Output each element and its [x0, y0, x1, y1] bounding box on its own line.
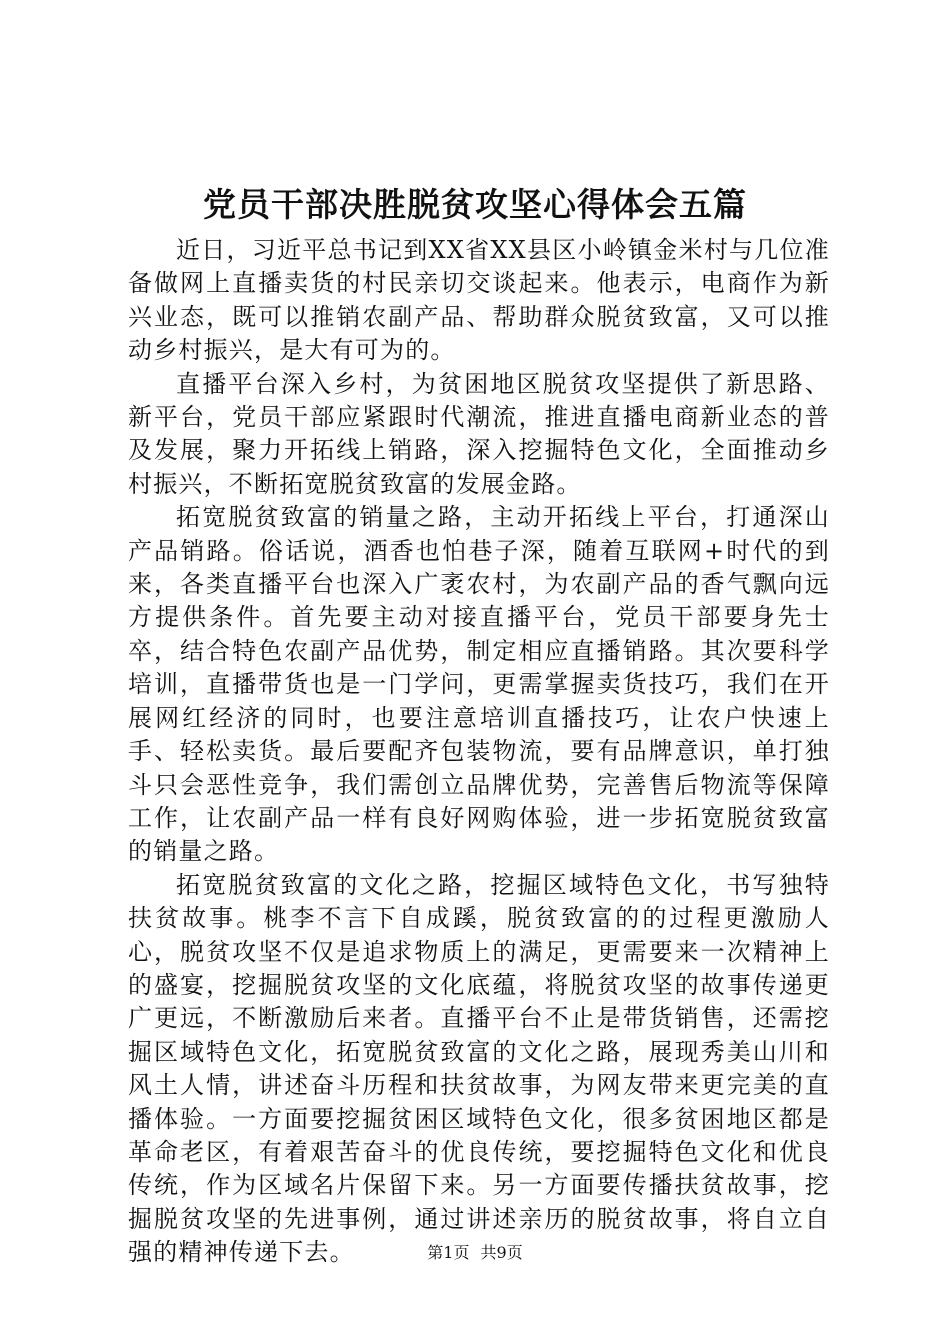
paragraph-3: 拓宽脱贫致富的销量之路，主动开拓线上平台，打通深山产品销路。俗话说，酒香也怕巷子深，随着互联网+时代的到来，各类直播平台也深入广袤农村，为农副产品的香气飘向远方提供条件。首先要主动对接直播平台，党员干部要身先士卒，结合特色农副产品优势，制定相应直播销路。其次要科学培训，直播带货也是一门学问，更需掌握卖货技巧，我们在开展网红经济的同时，也要注意培训直播技巧，让农户快速上手、轻松卖货。最后要配齐包装物流，要有品牌意识，单打独斗只会恶性竞争，我们需创立品牌优势，完善售后物流等保障工作，让农副产品一样有良好网购体验，进一步拓宽脱贫致富的销量之路。 — [128, 503, 830, 866]
page-total: 共9页 — [480, 1243, 523, 1262]
paragraph-1: 近日，习近平总书记到XX省XX县区小岭镇金米村与几位准备做网上直播卖货的村民亲切交谈起来。他表示，电商作为新兴业态，既可以推销农副产品、帮助群众脱贫致富，又可以推动乡村振兴，是大有可为的。 — [128, 236, 830, 365]
document-title: 党员干部决胜脱贫攻坚心得体会五篇 — [203, 185, 747, 224]
paragraph-2: 直播平台深入乡村，为贫困地区脱贫攻坚提供了新思路、新平台，党员干部应紧跟时代潮流，推进直播电商新业态的普及发展，聚力开拓线上销路，深入挖掘特色文化，全面推动乡村振兴，不断拓宽脱贫致富的发展金路。 — [128, 369, 830, 498]
paragraph-4: 拓宽脱贫致富的文化之路，挖掘区域特色文化，书写独特扶贫故事。桃李不言下自成蹊，脱贫致富的的过程更激励人心，脱贫攻坚不仅是追求物质上的满足，更需要来一次精神上的盛宴，挖掘脱贫攻坚的文化底蕴，将脱贫攻坚的故事传递更广更远，不断激励后来者。直播平台不止是带货销售，还需挖掘区域特色文化，拓宽脱贫致富的文化之路，展现秀美山川和风土人情，讲述奋斗历程和扶贫故事，为网友带来更完美的直播体验。一方面要挖掘贫困区域特色文化，很多贫困地区都是革命老区，有着艰苦奋斗的优良传统，要挖掘特色文化和优良传统，作为区域名片保留下来。另一方面要传播扶贫故事，挖掘脱贫攻坚的先进事例，通过讲述亲历的脱贫故事，将自立自强的精神传递下去。 — [128, 870, 830, 1267]
document-body — [128, 234, 830, 1270]
page-footer — [0, 1241, 950, 1265]
page-number: 第1页 — [427, 1243, 470, 1262]
